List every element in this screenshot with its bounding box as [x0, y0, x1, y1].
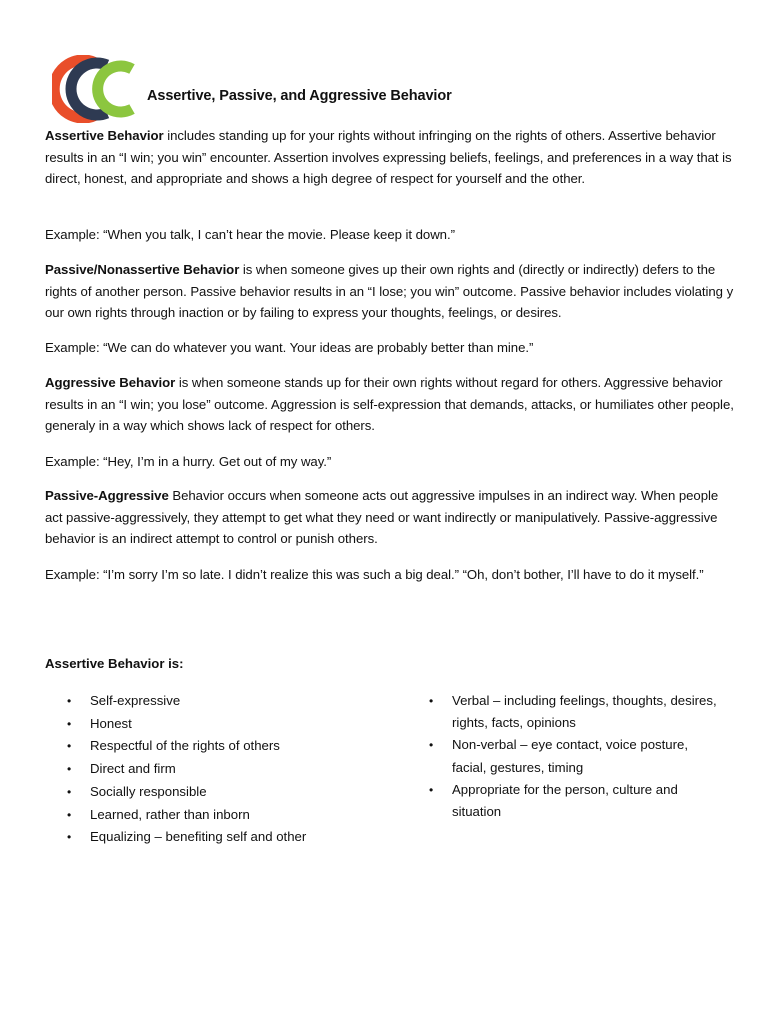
- bullet-icon: •: [67, 694, 72, 708]
- term-passive-aggressive: Passive-Aggressive: [45, 488, 169, 503]
- list-item: • Non-verbal – eye contact, voice posture, facial, gestures, timing: [452, 734, 722, 778]
- bullet-icon: •: [67, 807, 72, 822]
- term-assertive: Assertive Behavior: [45, 128, 164, 143]
- list-heading: Assertive Behavior is:: [45, 656, 184, 671]
- assertive-traits-list: [67, 690, 390, 849]
- bullet-icon: •: [67, 739, 72, 754]
- page-title: Assertive, Passive, and Aggressive Behavior: [147, 88, 452, 104]
- logo-icon: [52, 55, 138, 123]
- bullet-icon: •: [67, 762, 72, 777]
- list-item: • Verbal – including feelings, thoughts, desires, rights, facts, opinions: [452, 690, 722, 734]
- list-item: • Socially responsible: [90, 781, 390, 804]
- list-item: • Self-expressive: [90, 690, 390, 713]
- list-item: • Learned, rather than inborn: [90, 804, 390, 827]
- list-item: • Direct and firm: [90, 758, 390, 781]
- definition-passive-aggressive: [45, 485, 735, 550]
- bullet-icon: •: [67, 784, 72, 799]
- example-assertive: Example: “When you talk, I can’t hear the movie. Please keep it down.”: [45, 227, 455, 242]
- definition-aggressive: [45, 372, 735, 437]
- assertive-communication-list: [429, 690, 722, 823]
- bullet-icon: •: [67, 830, 72, 845]
- bullet-icon: •: [429, 694, 434, 708]
- example-passive-aggressive: Example: “I’m sorry I’m so late. I didn’t realize this was such a big deal.” “Oh, don’t bother, I’ll have to do it myself.”: [45, 567, 704, 582]
- definition-text: is when someone gives up their own rights and (directly or indirectly) defers to the rights of another person. Passive behavior results in an “I lose; you win” outcome. Passive behavior includes violating y our own rights through inaction or by failing to express your thoughts, feelings, or desires.: [45, 262, 734, 320]
- definition-text: is when someone stands up for their own rights without regard for others. Aggressive behavior results in an “I win; you lose” outcome. Aggression is self-expression that demands, attacks, or humiliates other people, generaly in a way which shows lack of respect for others.: [45, 375, 734, 433]
- list-item: • Respectful of the rights of others: [90, 735, 390, 758]
- definition-text: includes standing up for your rights without infringing on the rights of others. Assertive behavior results in an “I win; you win” encounter. Assertion involves expressing beliefs, feelings, and preferences in a way that is direct, honest, and appropriate and shows a high degree of respect for yourself and the other.: [45, 128, 732, 186]
- list-item: • Appropriate for the person, culture and situation: [452, 779, 722, 823]
- example-passive: Example: “We can do whatever you want. Your ideas are probably better than mine.”: [45, 340, 534, 355]
- term-passive: Passive/Nonassertive Behavior: [45, 262, 240, 277]
- example-aggressive: Example: “Hey, I’m in a hurry. Get out of my way.”: [45, 454, 332, 469]
- bullet-icon: •: [429, 738, 434, 753]
- list-item: • Honest: [90, 713, 390, 736]
- definition-text: Behavior occurs when someone acts out aggressive impulses in an indirect way. When people act passive-aggressively, they attempt to get what they need or want indirectly or manipulatively. Passive-aggressive behavior is an indirect attempt to control or punish others.: [45, 488, 719, 546]
- definition-assertive: [45, 125, 735, 190]
- bullet-icon: •: [67, 716, 72, 731]
- term-aggressive: Aggressive Behavior: [45, 375, 176, 390]
- definition-passive: [45, 259, 735, 324]
- bullet-icon: •: [429, 782, 434, 797]
- list-item: • Equalizing – benefiting self and other: [90, 826, 390, 849]
